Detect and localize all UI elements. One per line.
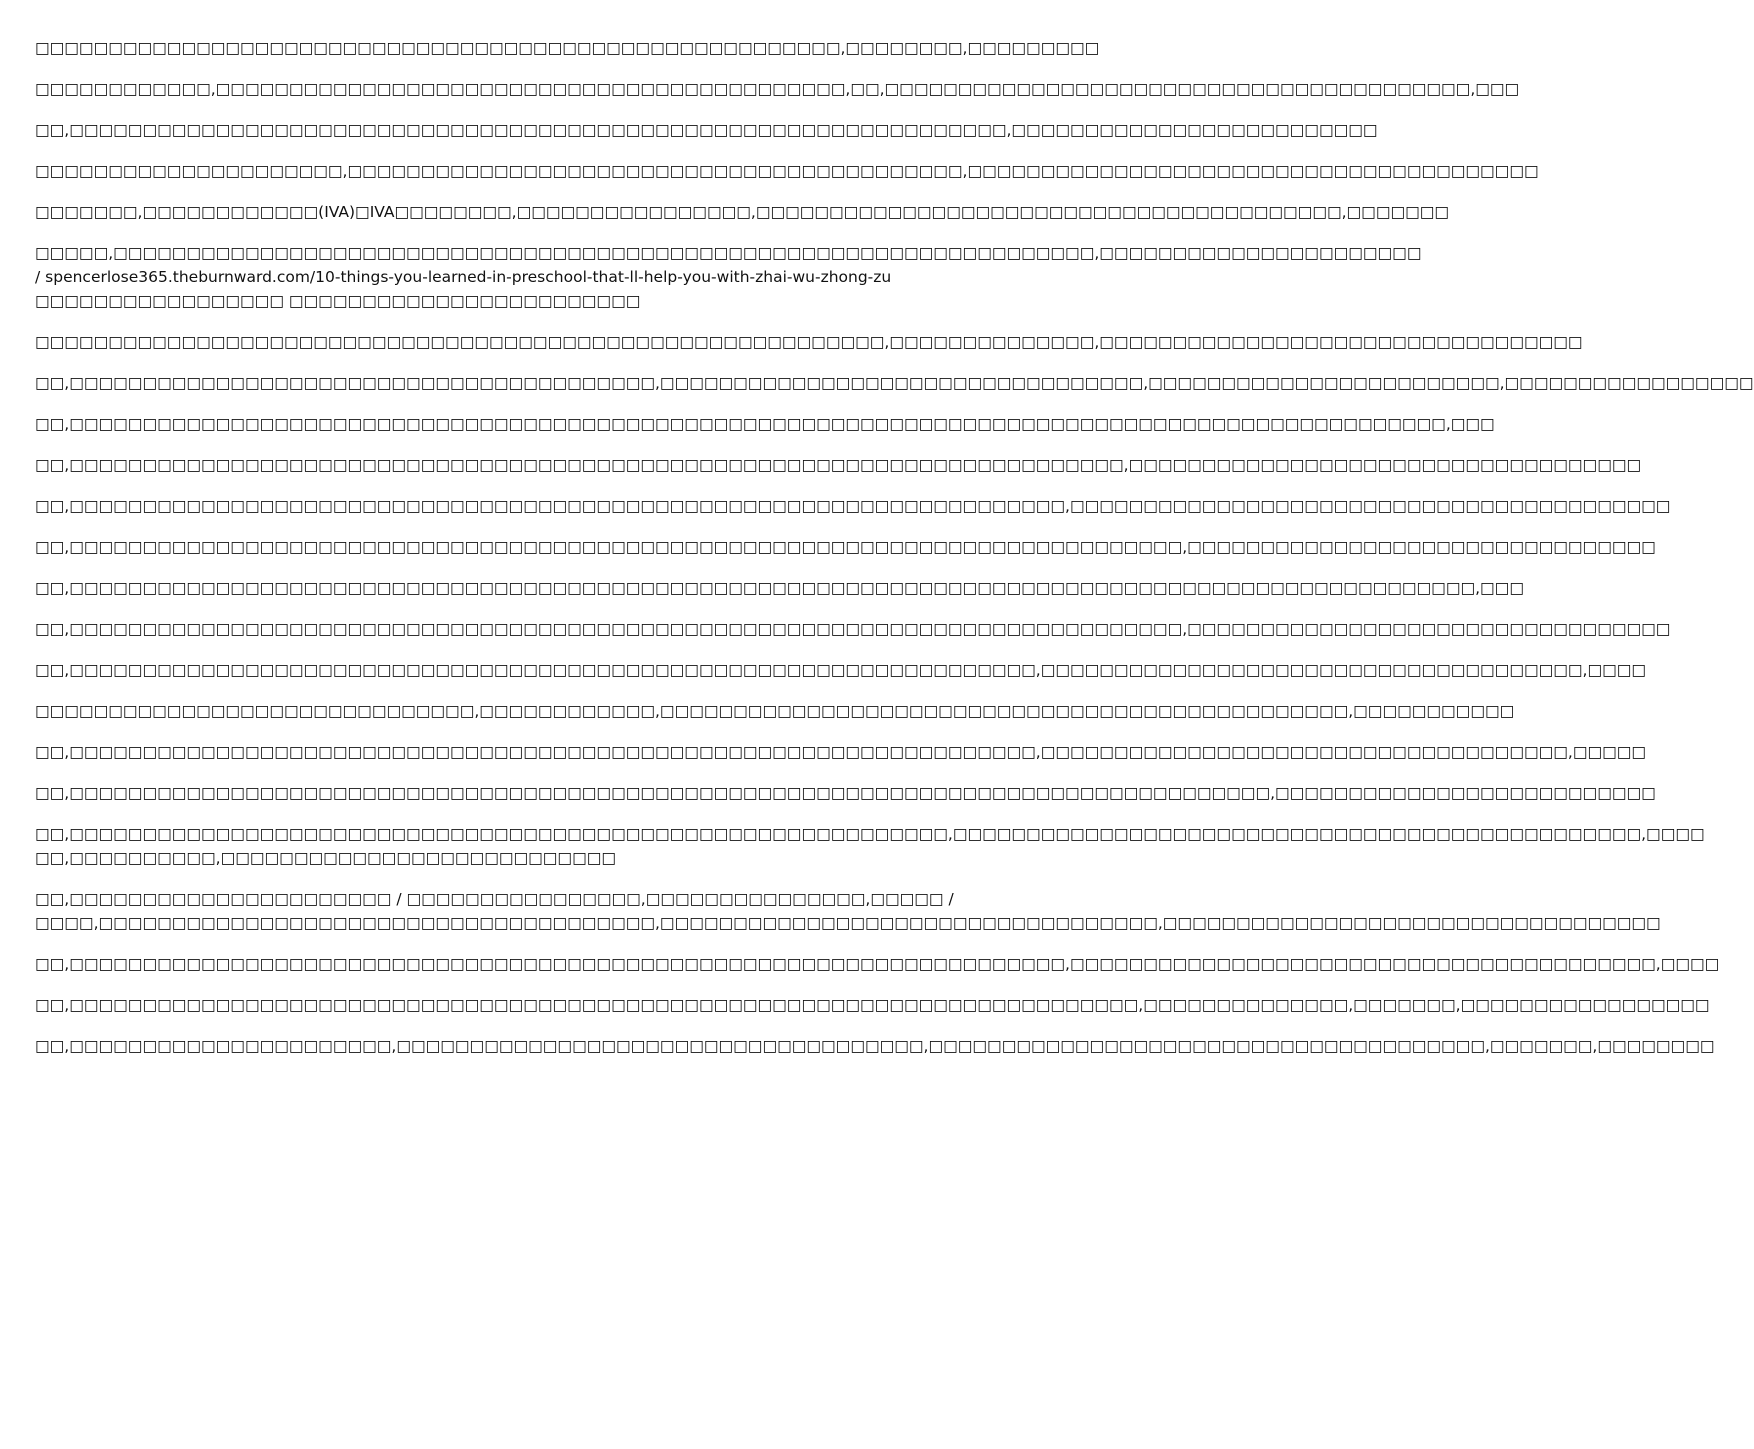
paragraph-line: □□,□□□□□□□□□□□□□□□□□□□□□□□□□□□□□□□□□□□□□□□□□□□□□□□□□□□□□□□□□□□□□□□□□□□□□□□□□□□□,□□□□□□□□□□□□□□□□□□□□□□□□□□□□□□□□□: [35, 620, 1671, 638]
paragraph: [35, 36, 1100, 60]
paragraph-line: □□,□□□□□□□□□□□□□□□□□□□□□□□□□□□□□□□□□□□□□□□□□□□□□□□□□□□□□□□□□□□□□□□□□□□□□□□□□,□□□□□□□□□□□□□□,□□□□□□□,□□□□□□□□□□□□□□□□□: [35, 996, 1710, 1014]
paragraph: [35, 371, 1754, 395]
paragraph-line: □□,□□□□□□□□□□□□□□□□□□□□□□□□□□□□□□□□□□□□□□□□□□□□□□□□□□□□□□□□□□□□□□□□□□□□□□□□□□□□□□□□□□□□□□□□□□□□□□,□□□: [35, 415, 1495, 433]
paragraph-line: □□,□□□□□□□□□□,□□□□□□□□□□□□□□□□□□□□□□□□□□□: [35, 849, 617, 867]
paragraph: [35, 1034, 1715, 1058]
paragraph: [35, 617, 1671, 641]
paragraph-line: □□,□□□□□□□□□□□□□□□□□□□□□□□□□□□□□□□□□□□□□□□□□□□□□□□□□□□□□□□□□□□□□□□□□□□□□□□□□□□□□□□□□□□□□□□□□□□□□□□□,□□□: [35, 579, 1524, 597]
paragraph-line: □□,□□□□□□□□□□□□□□□□□□□□□□□□□□□□□□□□□□□□□□□□□□□□□□□□□□□□□□□□□□□□□□□□□□□□,□□□□□□□□□□□□□□□□□□□□□□□□□□□□□□□□□□□□□□□□□: [35, 497, 1671, 515]
paragraph: [35, 699, 1515, 723]
document-body: [35, 36, 1754, 1075]
paragraph: [35, 822, 1705, 870]
paragraph: [35, 118, 1378, 142]
paragraph: [35, 993, 1710, 1017]
paragraph-line: □□,□□□□□□□□□□□□□□□□□□□□□□□□□□□□□□□□□□□□□□□□□□□□□□□□□□□□□□□□□□□□□□□□□□,□□□□□□□□□□□□□□□□□□□□□□□□□□□□□□□□□□□□□,□□□□: [35, 661, 1647, 679]
paragraph: [35, 952, 1720, 976]
paragraph-line: □□,□□□□□□□□□□□□□□□□□□□□□□□□□□□□□□□□□□□□□□□□□□□□□□□□□□□□□□□□□□□□□□□□□□□□□□□□□□□□,□□□□□□□□□□□□□□□□□□□□□□□□□□□□□□□□: [35, 538, 1656, 556]
paragraph-line: □□,□□□□□□□□□□□□□□□□□□□□□□□□□□□□□□□□□□□□□□□□□□□□□□□□□□□□□□□□□□□□□□□□,□□□□□□□□□□□□□□□□□□□□□□□□□: [35, 121, 1378, 139]
paragraph: [35, 241, 1422, 313]
paragraph-line: □□,□□□□□□□□□□□□□□□□□□□□□□□□□□□□□□□□□□□□□□□□□□□□□□□□□□□□□□□□□□□□□□□□□□□□□□□□,□□□□□□□□□□□□□□□□□□□□□□□□□□□□□□□□□□□: [35, 456, 1642, 474]
paragraph: [35, 77, 1520, 101]
paragraph: [35, 453, 1642, 477]
paragraph: [35, 535, 1656, 559]
paragraph-line: □□,□□□□□□□□□□□□□□□□□□□□□□,□□□□□□□□□□□□□□□□□□□□□□□□□□□□□□□□□□□□,□□□□□□□□□□□□□□□□□□□□□□□□□□□□□□□□□□□□□□,□□□□□□□,□□□□□□□□: [35, 1037, 1715, 1055]
paragraph: [35, 576, 1524, 600]
paragraph-line: □□,□□□□□□□□□□□□□□□□□□□□□□□□□□□□□□□□□□□□□□□□□□□□□□□□□□□□□□□□□□□□□□□□□□,□□□□□□□□□□□□□□□□□□□□□□□□□□□□□□□□□□□□,□□□□□: [35, 743, 1647, 761]
paragraph-line: □□□□□□□,□□□□□□□□□□□□(IVA)□IVA□□□□□□□□,□□□□□□□□□□□□□□□□,□□□□□□□□□□□□□□□□□□□□□□□□□□□□□□□□□□□□□□□□,□□□□□□□: [35, 203, 1450, 221]
paragraph-line: □□,□□□□□□□□□□□□□□□□□□□□□□□□□□□□□□□□□□□□□□□□□□□□□□□□□□□□□□□□□□□□,□□□□□□□□□□□□□□□□□□□□□□□□□□□□□□□□□□□□□□□□□□□□□□□,□□□□: [35, 825, 1705, 843]
paragraph: [35, 781, 1656, 805]
paragraph-line: □□□□□,□□□□□□□□□□□□□□□□□□□□□□□□□□□□□□□□□□□□□□□□□□□□□□□□□□□□□□□□□□□□□□□□□□□,□□□□□□□□□□□□□□□□□□□□□□: [35, 244, 1422, 262]
paragraph-line: □□□□□□□□□□□□□□□□□□□□□□□□□□□□□□□□□□□□□□□□□□□□□□□□□□□□□□□,□□□□□□□□,□□□□□□□□□: [35, 39, 1100, 57]
paragraph: [35, 740, 1647, 764]
paragraph: [35, 887, 1661, 935]
paragraph-line: □□,□□□□□□□□□□□□□□□□□□□□□□ / □□□□□□□□□□□□□□□□,□□□□□□□□□□□□□□□,□□□□□ /: [35, 890, 954, 908]
paragraph-line: □□,□□□□□□□□□□□□□□□□□□□□□□□□□□□□□□□□□□□□□□□□□□□□□□□□□□□□□□□□□□□□□□□□□□□□,□□□□□□□□□□□□□□□□□□□□□□□□□□□□□□□□□□□□□□□□,□□□□: [35, 955, 1720, 973]
paragraph: [35, 494, 1671, 518]
paragraph: [35, 330, 1583, 354]
paragraph-line: □□□□□□□□□□□□,□□□□□□□□□□□□□□□□□□□□□□□□□□□□□□□□□□□□□□□□□□□,□□,□□□□□□□□□□□□□□□□□□□□□□□□□□□□□□□□□□□□□□□□,□□□: [35, 80, 1520, 98]
paragraph: [35, 658, 1647, 682]
paragraph-line: □□□□,□□□□□□□□□□□□□□□□□□□□□□□□□□□□□□□□□□□□□□,□□□□□□□□□□□□□□□□□□□□□□□□□□□□□□□□□□,□□□□□□□□□□□□□□□□□□□□□□□□□□□□□□□□□□: [35, 914, 1661, 932]
paragraph-line: □□□□□□□□□□□□□□□□□ □□□□□□□□□□□□□□□□□□□□□□□□: [35, 292, 641, 310]
paragraph-line: □□,□□□□□□□□□□□□□□□□□□□□□□□□□□□□□□□□□□□□□□□□□□□□□□□□□□□□□□□□□□□□□□□□□□□□□□□□□□□□□□□□□□,□□□□□□□□□□□□□□□□□□□□□□□□□□: [35, 784, 1656, 802]
paragraph-line: □□□□□□□□□□□□□□□□□□□□□,□□□□□□□□□□□□□□□□□□□□□□□□□□□□□□□□□□□□□□□□□□,□□□□□□□□□□□□□□□□□□□□□□□□□□□□□□□□□□□□□□□: [35, 162, 1539, 180]
paragraph-line: □□,□□□□□□□□□□□□□□□□□□□□□□□□□□□□□□□□□□□□□□□□,□□□□□□□□□□□□□□□□□□□□□□□□□□□□□□□□□,□□□□□□□□□□□□□□□□□□□□□□□□,□□□□□□□□□□□□□□□□□: [35, 374, 1754, 392]
paragraph: [35, 412, 1495, 436]
paragraph-line: □□□□□□□□□□□□□□□□□□□□□□□□□□□□□□,□□□□□□□□□□□□,□□□□□□□□□□□□□□□□□□□□□□□□□□□□□□□□□□□□□□□□□□□□□□□,□□□□□□□□□□□: [35, 702, 1515, 720]
paragraph-line: □□□□□□□□□□□□□□□□□□□□□□□□□□□□□□□□□□□□□□□□□□□□□□□□□□□□□□□□□□,□□□□□□□□□□□□□□,□□□□□□□□□□□□□□□□□□□□□□□□□□□□□□□□□: [35, 333, 1583, 351]
paragraph-line: / spencerlose365.theburnward.com/10-things-you-learned-in-preschool-that-ll-help-you-with-zhai-wu-zhong-zu: [35, 268, 892, 286]
paragraph: [35, 200, 1450, 224]
paragraph: [35, 159, 1539, 183]
